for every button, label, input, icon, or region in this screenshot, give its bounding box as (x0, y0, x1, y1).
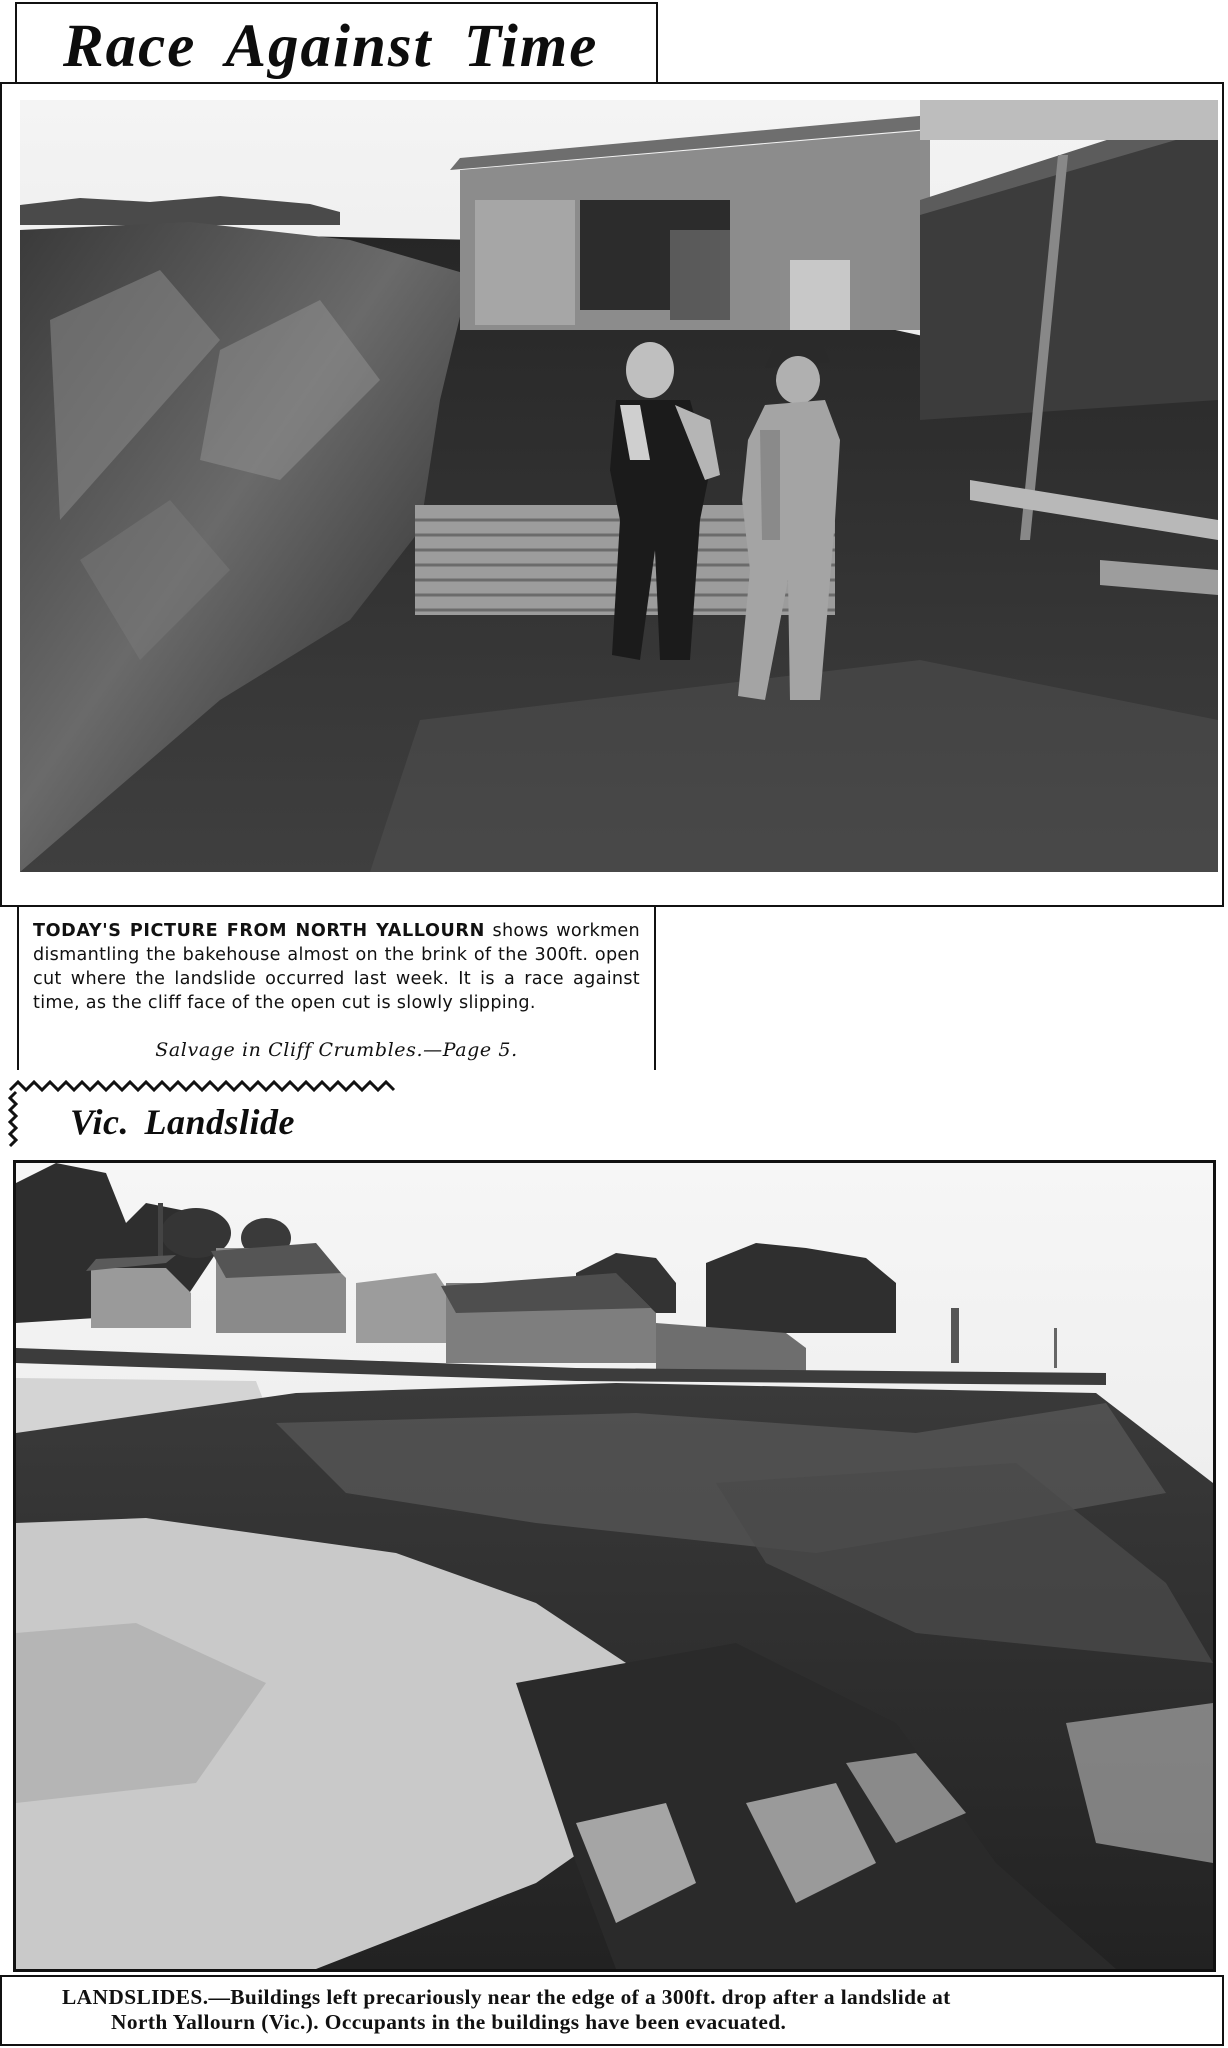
caption-line-2: North Yallourn (Vic.). Occupants in the buildings have been evacuated. (111, 2010, 787, 2034)
page-reference: Salvage in Cliff Crumbles.—Page 5. (155, 1039, 518, 1061)
headline-race-against-time: Race Against Time (15, 2, 658, 82)
caption-body: shows workmen dismantling the bakehouse almost on the brink of the 300ft. open cut where the landslide occurred last week. It is a race against time, as the cliff face of the open cut is slowly slipping. (33, 921, 640, 1013)
caption-line-1: LANDSLIDES.—Buildings left precariously near the edge of a 300ft. drop after a landslide at (62, 1985, 951, 2009)
landslide-photo (16, 1163, 1213, 1969)
caption-landslides (0, 1975, 1224, 2046)
caption-lead: TODAY'S PICTURE FROM NORTH YALLOURN (33, 921, 485, 941)
headline-vic-landslide: Vic. Landslide (70, 1102, 296, 1142)
bakehouse-photo (20, 100, 1218, 872)
